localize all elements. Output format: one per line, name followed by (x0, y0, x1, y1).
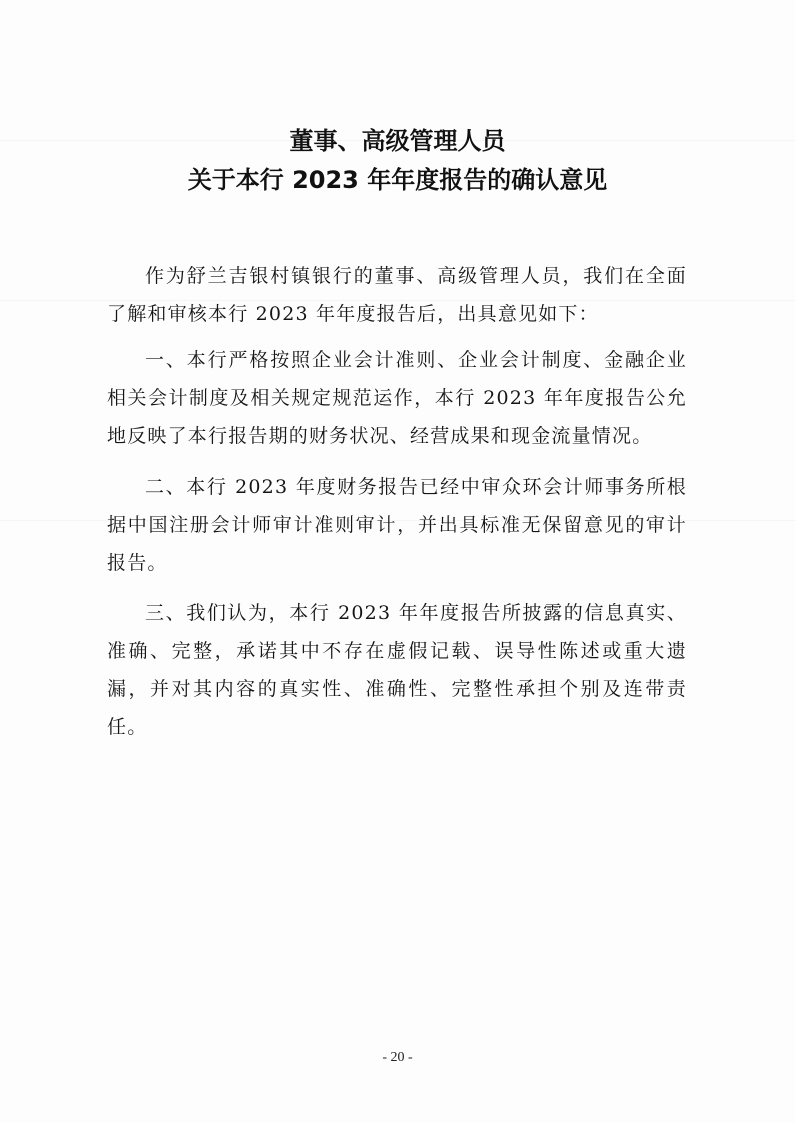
document-title-line-1: 董事、高级管理人员 (289, 127, 506, 155)
page-number: - 20 - (382, 1050, 413, 1065)
opinion-paragraph-1: 一、本行严格按照企业会计准则、企业会计制度、金融企业相关会计制度及相关规定规范运作，本行 2023 年年度报告公允地反映了本行报告期的财务状况、经营成果和现金流量情况。 (107, 349, 687, 447)
opinion-paragraph-3: 三、我们认为，本行 2023 年年度报告所披露的信息真实、准确、完整，承诺其中不存在虚假记载、误导性陈述或重大遗漏，并对其内容的真实性、准确性、完整性承担个别及连带责任。 (107, 602, 687, 738)
document-title-line-2: 关于本行 2023 年年度报告的确认意见 (187, 166, 608, 194)
intro-paragraph: 作为舒兰吉银村镇银行的董事、高级管理人员，我们在全面了解和审核本行 2023 年年度报告后，出具意见如下： (107, 265, 687, 325)
opinion-paragraph-2: 二、本行 2023 年度财务报告已经中审众环会计师事务所根据中国注册会计师审计准则审计，并出具标准无保留意见的审计报告。 (107, 476, 687, 574)
